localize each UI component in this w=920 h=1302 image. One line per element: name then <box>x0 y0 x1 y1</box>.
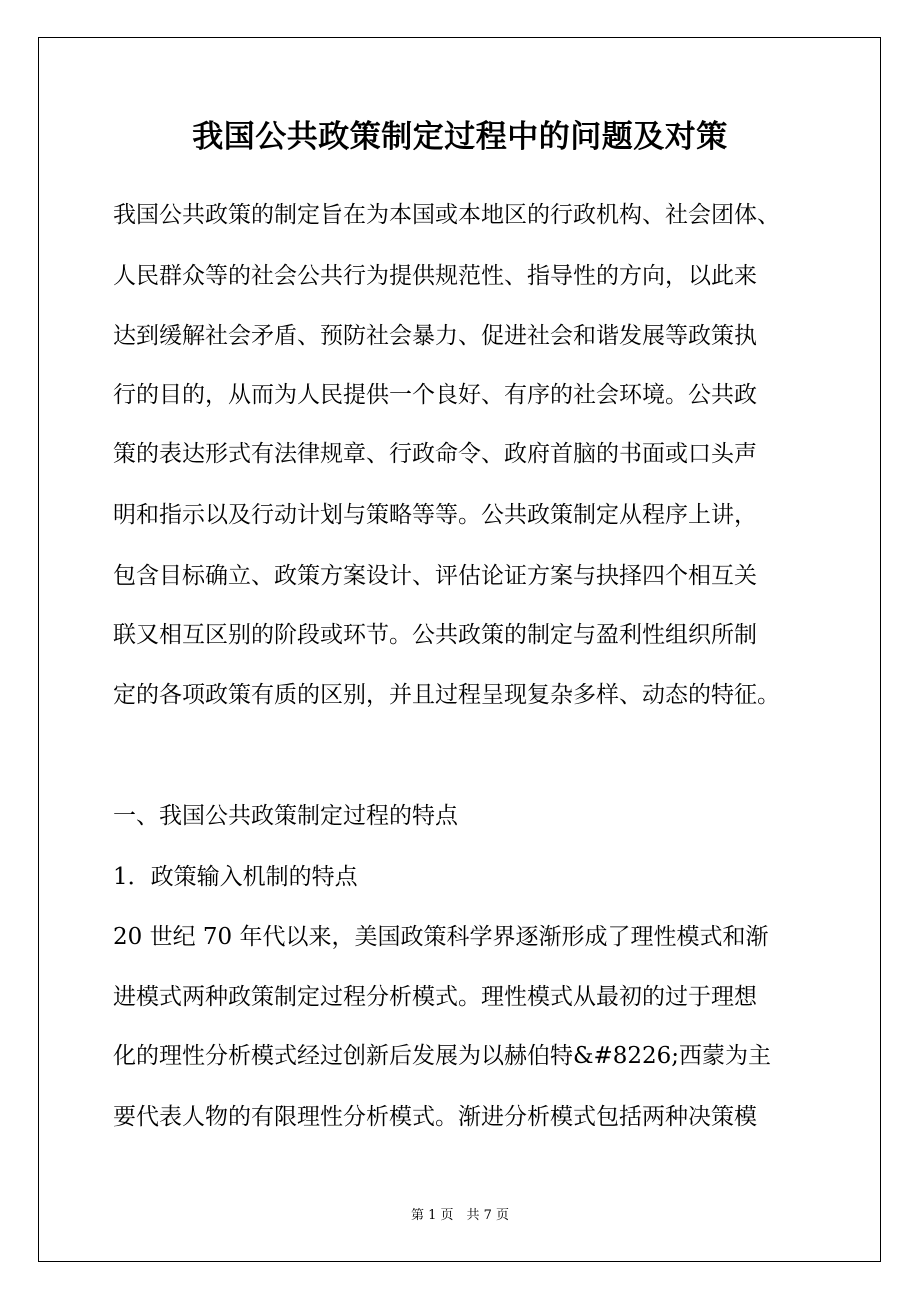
paragraph-line: 策的表达形式有法律规章、行政命令、政府首脑的书面或口头声 <box>113 441 757 467</box>
paragraph-line: 包含目标确立、政策方案设计、评估论证方案与抉择四个相互关 <box>113 563 757 589</box>
paragraph-line: 要代表人物的有限理性分析模式。渐进分析模式包括两种决策模 <box>113 1104 757 1130</box>
paragraph-line: 化的理性分析模式经过创新后发展为以赫伯特&#8226;西蒙为主 <box>113 1043 772 1069</box>
paragraph-line: 进模式两种政策制定过程分析模式。理性模式从最初的过于理想 <box>113 984 757 1010</box>
paragraph-line: 人民群众等的社会公共行为提供规范性、指导性的方向，以此来 <box>113 263 757 289</box>
page-footer: 第 1 页 共 7 页 <box>410 1208 510 1223</box>
paragraph-line: 20 世纪 70 年代以来，美国政策科学界逐渐形成了理性模式和渐 <box>113 924 769 950</box>
paragraph-line: 达到缓解社会矛盾、预防社会暴力、促进社会和谐发展等政策执 <box>113 323 757 349</box>
document-title: 我国公共政策制定过程中的问题及对策 <box>192 119 728 155</box>
paragraph-line: 行的目的，从而为人民提供一个良好、有序的社会环境。公共政 <box>113 382 757 408</box>
paragraph-line: 我国公共政策的制定旨在为本国或本地区的行政机构、社会团体、 <box>113 202 780 228</box>
section-heading: 一、我国公共政策制定过程的特点 <box>113 803 458 829</box>
paragraph-line: 联又相互区别的阶段或环节。公共政策的制定与盈利性组织所制 <box>113 622 757 648</box>
paragraph-line: 明和指示以及行动计划与策略等等。公共政策制定从程序上讲， <box>113 502 757 528</box>
subsection-heading: 1．政策输入机制的特点 <box>113 864 358 890</box>
paragraph-line: 定的各项政策有质的区别，并且过程呈现复杂多样、动态的特征。 <box>113 682 780 708</box>
